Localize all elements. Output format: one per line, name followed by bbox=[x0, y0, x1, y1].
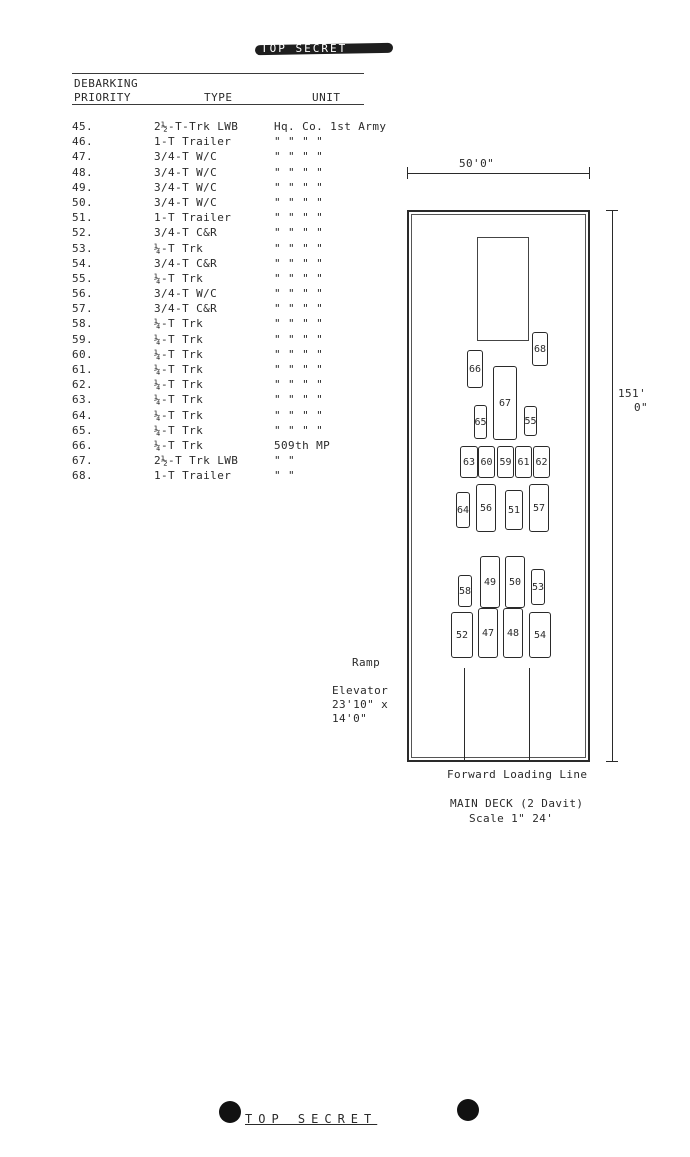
row-priority: 67. bbox=[72, 454, 94, 468]
length-dimension-label-2: 0" bbox=[634, 401, 649, 414]
vehicle-slot: 67 bbox=[493, 366, 517, 440]
header-rule-top bbox=[72, 73, 364, 74]
vehicle-slot: 60 bbox=[478, 446, 495, 478]
row-unit: Hq. Co. 1st Army bbox=[274, 120, 387, 133]
scale-label: Scale 1" 24' bbox=[469, 812, 554, 825]
row-unit: " " " " bbox=[274, 393, 324, 407]
row-priority: 64. bbox=[72, 408, 94, 422]
table-row bbox=[72, 135, 394, 150]
row-type: ¼-T Trk bbox=[154, 393, 204, 407]
length-dim-tick-bottom bbox=[606, 761, 618, 762]
vehicle-slot: 62 bbox=[533, 446, 550, 478]
vehicle-slot: 53 bbox=[531, 569, 545, 605]
row-type: 3/4-T W/C bbox=[154, 287, 218, 301]
vehicle-slot: 57 bbox=[529, 484, 549, 532]
forward-loading-line-label: Forward Loading Line bbox=[447, 768, 588, 781]
row-priority: 54. bbox=[72, 256, 94, 270]
row-priority: 52. bbox=[72, 226, 94, 240]
row-priority: 63. bbox=[72, 393, 94, 407]
debarking-table bbox=[72, 120, 394, 485]
row-type: ¼-T Trk bbox=[154, 423, 204, 437]
width-dimension-label: 50'0" bbox=[459, 157, 495, 170]
vehicle-slot: 56 bbox=[476, 484, 496, 532]
row-type: 3/4-T W/C bbox=[154, 180, 218, 194]
row-priority: 49. bbox=[72, 180, 94, 194]
row-priority: 59. bbox=[72, 332, 94, 346]
vehicle-slot: 48 bbox=[503, 608, 523, 658]
vehicle-slot: 59 bbox=[497, 446, 514, 478]
row-type: ¼-T Trk bbox=[154, 347, 204, 361]
row-type: ¼-T Trk bbox=[154, 378, 204, 392]
row-priority: 60. bbox=[72, 347, 94, 361]
row-type: 3/4-T C&R bbox=[154, 226, 218, 240]
table-row bbox=[72, 181, 394, 196]
length-dim-tick-top bbox=[606, 210, 618, 211]
row-unit: " " " " bbox=[274, 150, 324, 164]
table-row bbox=[72, 166, 394, 181]
row-type: 2½-T-Trk LWB bbox=[154, 120, 239, 133]
row-type: ¼-T Trk bbox=[154, 317, 204, 331]
table-row bbox=[72, 317, 394, 332]
table-row bbox=[72, 454, 394, 469]
classification-stamp-bottom bbox=[245, 1108, 377, 1127]
col-header-priority-1: DEBARKING bbox=[74, 77, 139, 90]
debarking-table-body bbox=[72, 120, 394, 485]
row-type: 1-T Trailer bbox=[154, 135, 232, 149]
row-unit: " " " " bbox=[274, 378, 324, 392]
row-unit: " " " " bbox=[274, 135, 324, 149]
header-rule-bottom bbox=[72, 104, 364, 105]
table-row bbox=[72, 150, 394, 165]
width-dim-tick-left bbox=[407, 167, 408, 179]
row-priority: 46. bbox=[72, 135, 94, 149]
row-type: ¼-T Trk bbox=[154, 408, 204, 422]
length-dimension-line bbox=[612, 210, 613, 762]
table-row bbox=[72, 348, 394, 363]
row-priority: 65. bbox=[72, 423, 94, 437]
row-unit: " " " " bbox=[274, 332, 324, 346]
row-priority: 62. bbox=[72, 378, 94, 392]
row-unit: " " " " bbox=[274, 211, 324, 225]
table-row bbox=[72, 424, 394, 439]
row-priority: 45. bbox=[72, 120, 94, 133]
row-unit: " " " " bbox=[274, 241, 324, 255]
table-row bbox=[72, 363, 394, 378]
row-priority: 68. bbox=[72, 469, 94, 483]
vehicle-slot: 47 bbox=[478, 608, 498, 658]
vehicle-slot: 52 bbox=[451, 612, 473, 658]
table-row bbox=[72, 439, 394, 454]
row-type: 3/4-T W/C bbox=[154, 195, 218, 209]
row-priority: 58. bbox=[72, 317, 94, 331]
vehicle-slot: 51 bbox=[505, 490, 523, 530]
width-dim-tick-right bbox=[589, 167, 590, 179]
row-unit: " " " " bbox=[274, 165, 324, 179]
classification-text-top: TOP SECRET bbox=[261, 42, 348, 55]
row-priority: 55. bbox=[72, 271, 94, 285]
table-row bbox=[72, 196, 394, 211]
table-row bbox=[72, 211, 394, 226]
vehicle-slot: 54 bbox=[529, 612, 551, 658]
col-header-priority-2: PRIORITY bbox=[74, 91, 131, 104]
vehicle-slot: 55 bbox=[524, 406, 537, 436]
vehicle-slot: 50 bbox=[505, 556, 525, 608]
deck-hatch bbox=[477, 237, 529, 341]
elevator-label-3: 14'0" bbox=[332, 712, 368, 725]
row-priority: 57. bbox=[72, 302, 94, 316]
classification-text-bottom: TOP SECRET bbox=[245, 1112, 378, 1126]
col-header-type: TYPE bbox=[204, 91, 233, 104]
row-unit: " " " " bbox=[274, 363, 324, 376]
row-unit: " " bbox=[274, 469, 296, 483]
row-type: 1-T Trailer bbox=[154, 469, 232, 483]
elevator-well bbox=[464, 668, 530, 760]
vehicle-slot: 58 bbox=[458, 575, 472, 607]
row-priority: 56. bbox=[72, 287, 94, 301]
row-unit: " " " " bbox=[274, 347, 324, 361]
vehicle-slot: 61 bbox=[515, 446, 532, 478]
table-row bbox=[72, 287, 394, 302]
row-unit: " " " " bbox=[274, 226, 324, 240]
row-unit: " " " " bbox=[274, 271, 324, 285]
row-type: 2½-T Trk LWB bbox=[154, 454, 239, 468]
table-row bbox=[72, 242, 394, 257]
table-row bbox=[72, 120, 394, 135]
row-type: ¼-T Trk bbox=[154, 332, 204, 346]
row-type: ¼-T Trk bbox=[154, 271, 204, 285]
row-unit: " " bbox=[274, 454, 296, 468]
vehicle-slot: 63 bbox=[460, 446, 478, 478]
ramp-label: Ramp bbox=[352, 656, 381, 669]
row-unit: " " " " bbox=[274, 317, 324, 331]
row-type: 3/4-T W/C bbox=[154, 165, 218, 179]
row-priority: 50. bbox=[72, 195, 94, 209]
row-priority: 47. bbox=[72, 150, 94, 164]
row-priority: 48. bbox=[72, 165, 94, 179]
row-type: 3/4-T C&R bbox=[154, 256, 218, 270]
col-header-unit: UNIT bbox=[312, 91, 341, 104]
row-unit: " " " " bbox=[274, 180, 324, 194]
row-unit: " " " " bbox=[274, 195, 324, 209]
row-priority: 53. bbox=[72, 241, 94, 255]
table-row bbox=[72, 409, 394, 424]
length-dimension-label-1: 151' bbox=[618, 387, 647, 400]
row-type: ¼-T Trk bbox=[154, 438, 204, 452]
elevator-label-2: 23'10" x bbox=[332, 698, 389, 711]
vehicle-slot: 65 bbox=[474, 405, 487, 439]
classification-stamp-top bbox=[255, 42, 393, 56]
vehicle-slot: 64 bbox=[456, 492, 470, 528]
table-row bbox=[72, 302, 394, 317]
row-type: ¼-T Trk bbox=[154, 241, 204, 255]
width-dimension-line bbox=[407, 173, 590, 174]
vehicle-slot: 66 bbox=[467, 350, 483, 388]
row-priority: 66. bbox=[72, 438, 94, 452]
deck-title: MAIN DECK (2 Davit) bbox=[450, 797, 584, 810]
table-row bbox=[72, 257, 394, 272]
table-row bbox=[72, 226, 394, 241]
table-row bbox=[72, 393, 394, 408]
row-priority: 61. bbox=[72, 363, 94, 376]
binder-hole-right bbox=[457, 1099, 479, 1121]
row-unit: " " " " bbox=[274, 423, 324, 437]
row-type: 3/4-T C&R bbox=[154, 302, 218, 316]
row-unit: 509th MP bbox=[274, 438, 331, 452]
row-unit: " " " " bbox=[274, 256, 324, 270]
row-priority: 51. bbox=[72, 211, 94, 225]
vehicle-slot: 68 bbox=[532, 332, 548, 366]
table-row bbox=[72, 272, 394, 287]
row-type: ¼-T Trk bbox=[154, 363, 204, 376]
row-type: 3/4-T W/C bbox=[154, 150, 218, 164]
row-type: 1-T Trailer bbox=[154, 211, 232, 225]
elevator-label-1: Elevator bbox=[332, 684, 389, 697]
binder-hole-left bbox=[219, 1101, 241, 1123]
table-row bbox=[72, 333, 394, 348]
row-unit: " " " " bbox=[274, 408, 324, 422]
vehicle-slot: 49 bbox=[480, 556, 500, 608]
row-unit: " " " " bbox=[274, 287, 324, 301]
row-unit: " " " " bbox=[274, 302, 324, 316]
table-row bbox=[72, 378, 394, 393]
table-row bbox=[72, 469, 394, 484]
